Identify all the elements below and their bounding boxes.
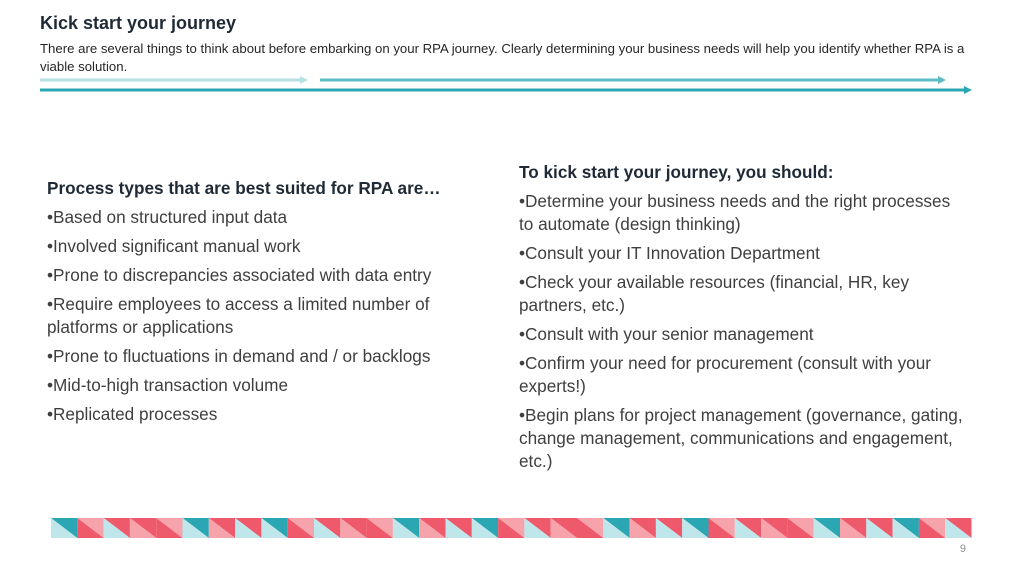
right-item: •Check your available resources (financial, HR, key partners, etc.) bbox=[519, 272, 910, 315]
left-item: •Prone to discrepancies associated with data entry bbox=[47, 265, 432, 285]
decorative-arrows bbox=[0, 0, 1024, 100]
long-arrow-teal bbox=[40, 86, 972, 94]
left-item: •Require employees to access a limited number of platforms or applications bbox=[47, 294, 430, 337]
page-number: 9 bbox=[959, 543, 966, 555]
right-heading: To kick start your journey, you should: bbox=[519, 162, 834, 182]
short-arrow-light bbox=[40, 76, 308, 84]
left-heading: Process types that are best suited for RPA are… bbox=[47, 178, 441, 198]
left-item: •Replicated processes bbox=[47, 404, 218, 424]
left-item: •Involved significant manual work bbox=[47, 236, 301, 256]
slide-title: Kick start your journey bbox=[40, 13, 237, 33]
left-item: •Based on structured input data bbox=[47, 207, 288, 227]
left-column bbox=[47, 177, 487, 426]
right-item: •Consult your IT Innovation Department bbox=[519, 243, 820, 263]
right-item: •Confirm your need for procurement (consult with your experts!) bbox=[519, 353, 932, 396]
right-item: •Consult with your senior management bbox=[519, 324, 814, 344]
left-item: •Prone to fluctuations in demand and / or backlogs bbox=[47, 346, 431, 366]
mid-arrow-teal bbox=[320, 76, 946, 84]
right-item: •Determine your business needs and the right processes to automate (design thinking) bbox=[519, 191, 951, 234]
slide-subtitle: There are several things to think about before embarking on your RPA journey. Clearly determining your business needs will help you identify whether RPA is a viable solution. bbox=[40, 41, 965, 74]
triangle-pattern-band bbox=[51, 518, 973, 538]
right-item: •Begin plans for project management (governance, gating, change management, communications and engagement, etc.) bbox=[519, 405, 963, 471]
left-item: •Mid-to-high transaction volume bbox=[47, 375, 289, 395]
right-column bbox=[519, 161, 969, 473]
